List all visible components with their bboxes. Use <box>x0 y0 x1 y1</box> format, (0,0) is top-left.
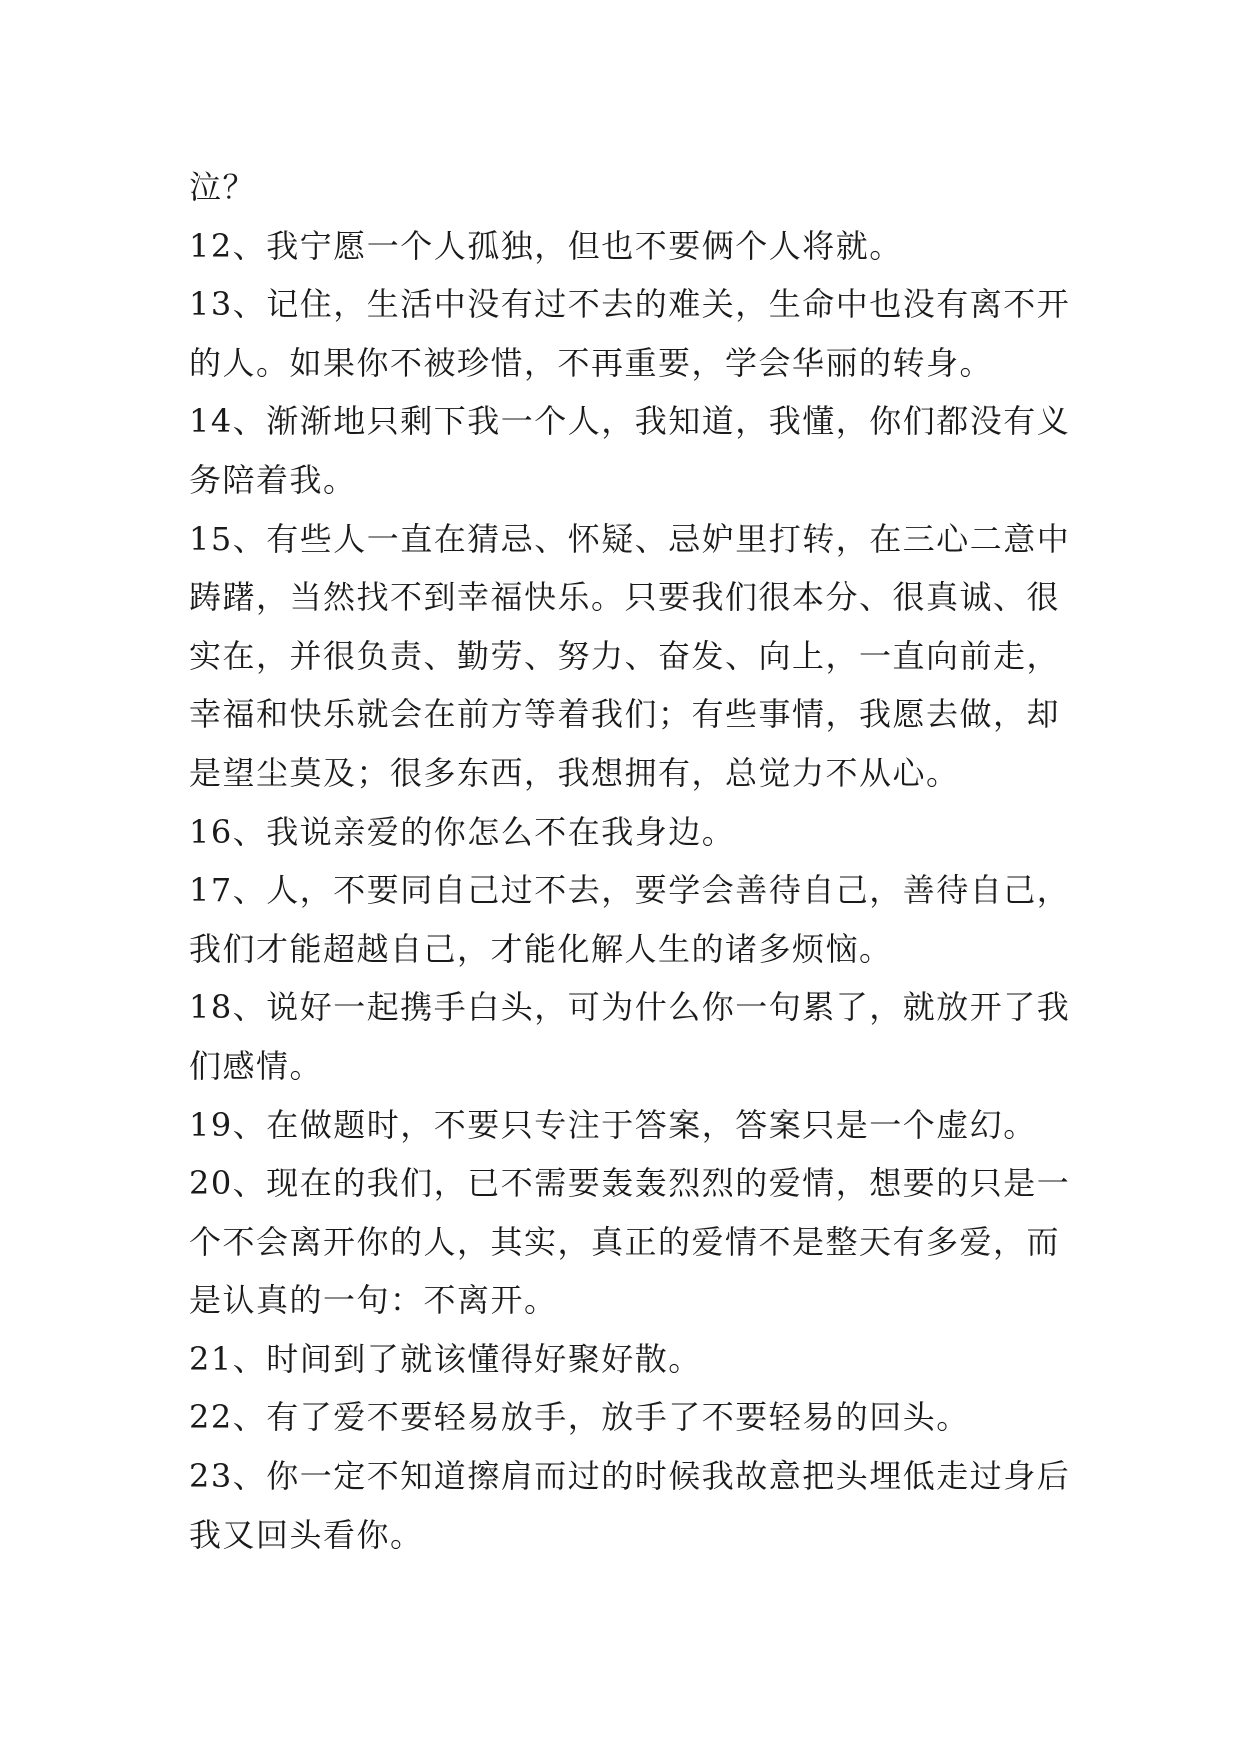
text-line: 13、记住，生活中没有过不去的难关，生命中也没有离不开 <box>189 285 1071 324</box>
text-line: 我们才能超越自己，才能化解人生的诸多烦恼。 <box>189 929 893 968</box>
text-line: 踌躇，当然找不到幸福快乐。只要我们很本分、很真诚、很 <box>189 578 1061 617</box>
text-line: 22、有了爱不要轻易放手，放手了不要轻易的回头。 <box>189 1398 970 1437</box>
text-line: 17、人，不要同自己过不去，要学会善待自己，善待自己， <box>189 871 1071 910</box>
text-line: 12、我宁愿一个人孤独，但也不要俩个人将就。 <box>189 226 903 265</box>
text-line: 18、说好一起携手白头，可为什么你一句累了，就放开了我 <box>189 988 1071 1027</box>
text-line: 21、时间到了就该懂得好聚好散。 <box>189 1339 702 1378</box>
text-line: 幸福和快乐就会在前方等着我们；有些事情，我愿去做，却 <box>189 695 1061 734</box>
text-line: 个不会离开你的人，其实，真正的爱情不是整天有多爱，而 <box>189 1222 1061 1261</box>
text-line: 们感情。 <box>189 1046 324 1085</box>
text-line: 15、有些人一直在猜忌、怀疑、忌妒里打转，在三心二意中 <box>189 519 1071 558</box>
text-line: 我又回头看你。 <box>189 1515 424 1554</box>
text-line: 务陪着我。 <box>189 460 357 499</box>
text-line: 23、你一定不知道擦肩而过的时候我故意把头埋低走过身后 <box>189 1457 1071 1496</box>
text-line: 的人。如果你不被珍惜，不再重要，学会华丽的转身。 <box>189 343 994 382</box>
text-line: 泣？ <box>189 168 257 206</box>
text-line: 16、我说亲爱的你怎么不在我身边。 <box>189 812 736 851</box>
text-line: 是认真的一句：不离开。 <box>189 1281 558 1320</box>
text-line: 20、现在的我们，已不需要轰轰烈烈的爱情，想要的只是一 <box>189 1164 1071 1203</box>
text-line: 实在，并很负责、勤劳、努力、奋发、向上，一直向前走， <box>189 636 1061 675</box>
text-line: 是望尘莫及；很多东西，我想拥有，总觉力不从心。 <box>189 753 960 792</box>
document-body <box>189 158 1069 1564</box>
text-line: 14、渐渐地只剩下我一个人，我知道，我懂，你们都没有义 <box>189 402 1071 441</box>
text-line: 19、在做题时，不要只专注于答案，答案只是一个虚幻。 <box>189 1105 1037 1144</box>
